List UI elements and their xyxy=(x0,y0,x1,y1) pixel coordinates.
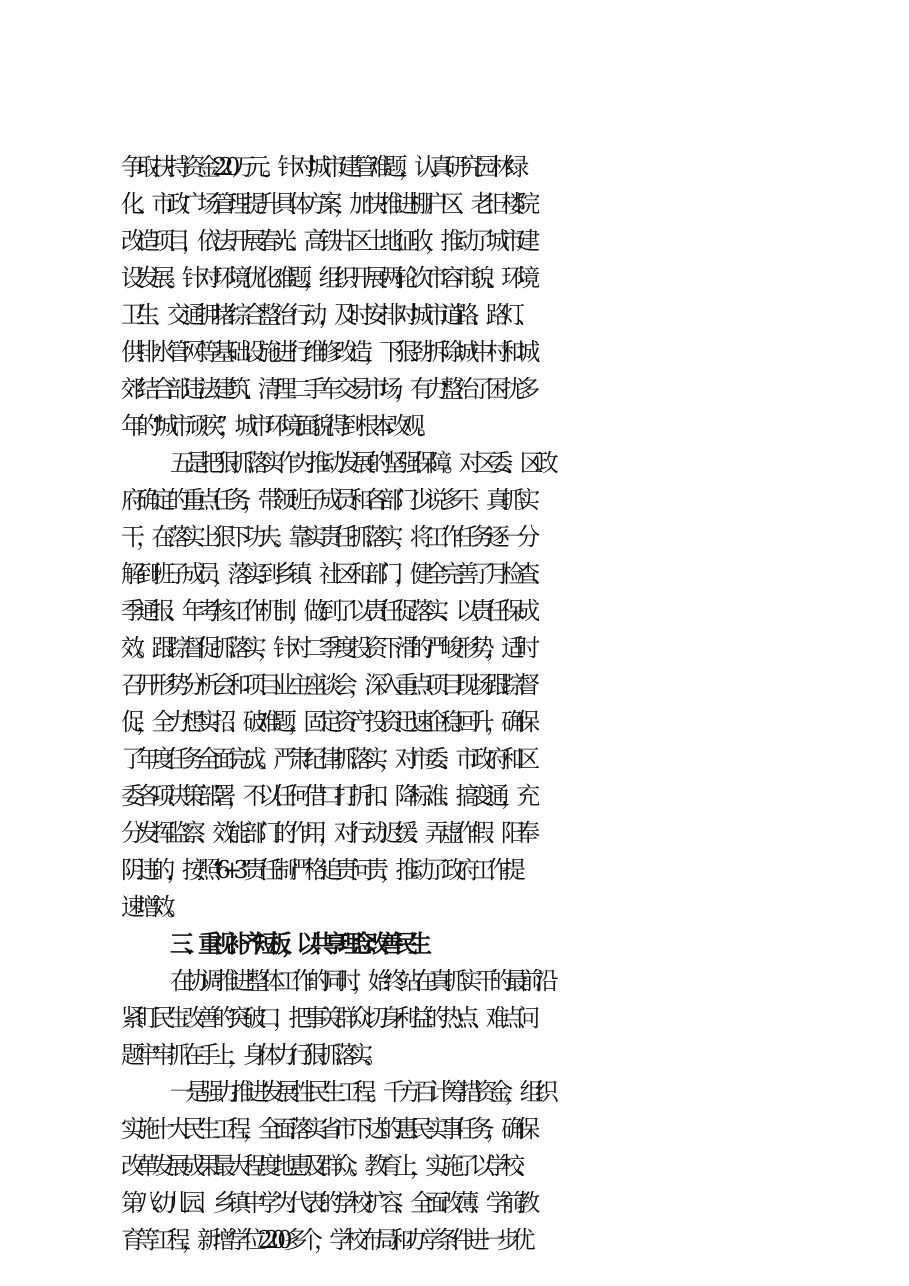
text-line: 实施十大民生工程，全面落实省市下达的惠民实事任务，确保 xyxy=(121,1115,532,1143)
text-line: 解到班子成员，落实到乡镇、社区和部门，健全完善了月检查、 xyxy=(121,560,547,588)
text-line: 召开形势分析会和项目业主座谈会，深入重点项目现场跟踪督 xyxy=(121,671,532,699)
paragraph-first-line: 一是强力推进发展性民生工程。千方百计筹措资金，组织 xyxy=(170,1078,550,1106)
text-line: 年的“城市顽疾”，城市环境面貌得到根本改观。 xyxy=(121,412,432,440)
text-line: 紧盯民生改善的突破口，把事关群众切身利益的热点、难点问 xyxy=(121,1004,532,1032)
paragraph-first-line: 在协调推进整体工作的同时，始终站在真抓实干的最前沿 xyxy=(170,967,550,995)
section-heading: 三、重视补齐短板，以共享理念改善民生 xyxy=(170,930,422,958)
text-line: 速增效。 xyxy=(121,893,182,921)
text-line: 效。跟踪督促抓落实，针对二季度投资下滑的严峻形势，适时 xyxy=(121,634,532,662)
text-line: 题牢牢抓在手上，身体力行狠抓落实。 xyxy=(121,1041,380,1069)
text-line: 干，在落实上狠下功夫。靠实责任抓落实，将工作任务逐一分 xyxy=(121,523,532,551)
text-line: 促，全力想实招、破难题，固定资产投资迅速企稳回升，确保 xyxy=(121,708,532,736)
paragraph-first-line: 五是把狠抓落实作为推动发展的坚强保障。对区委、区政 xyxy=(170,449,550,477)
text-line: 第八幼儿园、乡镇中学为代表的学校扩容、全面改薄、学前教 xyxy=(121,1189,532,1217)
text-line: 供排水管网等基础设施进行维修改造，下狠劲拆除城中村和城 xyxy=(121,338,532,366)
text-line: 卫生、交通拥堵综合整治行动，及时安排对城市道路、路灯、 xyxy=(121,301,532,329)
text-line: 季通报、年考核工作机制，做到了以责任促落实、以责任保成 xyxy=(121,597,532,625)
text-line: 争取扶持资金220万元。针对城市建管难题，认真研究园林绿 xyxy=(121,153,521,181)
text-line: 改革发展成果最大程度地惠及群众。教育上，实施了以学校、 xyxy=(121,1152,532,1180)
text-line: 了年度任务全面完成。严肃纪律抓落实，对市委、市政府和区 xyxy=(121,745,532,773)
text-line: 阴违的，按照“6+3”责任制严格追责问责，推动了政府工作提 xyxy=(121,856,517,884)
text-line: 委各项决策部署，不以任何借口打折扣、降标准、搞变通，充 xyxy=(121,782,532,810)
text-line: 郊结合部违法建筑、清理二手车交易市场，有力整治了困扰多 xyxy=(121,375,532,403)
text-line: 府确定的重点任务，带领班子成员和各部门少说多干、真抓实 xyxy=(121,486,532,514)
text-line: 育等工程，新增学位2200多个，学校布局和办学条件进一步优 xyxy=(121,1226,527,1254)
text-line: 化、市政广场管理提升具体方案，加快推进棚户区、老旧楼院 xyxy=(121,190,532,218)
text-line: 设发展。针对环境优化难题，组织开展两轮次市容市貌、环境 xyxy=(121,264,532,292)
text-line: 分发挥监察、效能部门的作用，对行动迟缓、弄虚作假、阳奉 xyxy=(121,819,532,847)
text-line: 改造项目，依法开展春光、高铁片区土地征收，推动了城市建 xyxy=(121,227,532,255)
